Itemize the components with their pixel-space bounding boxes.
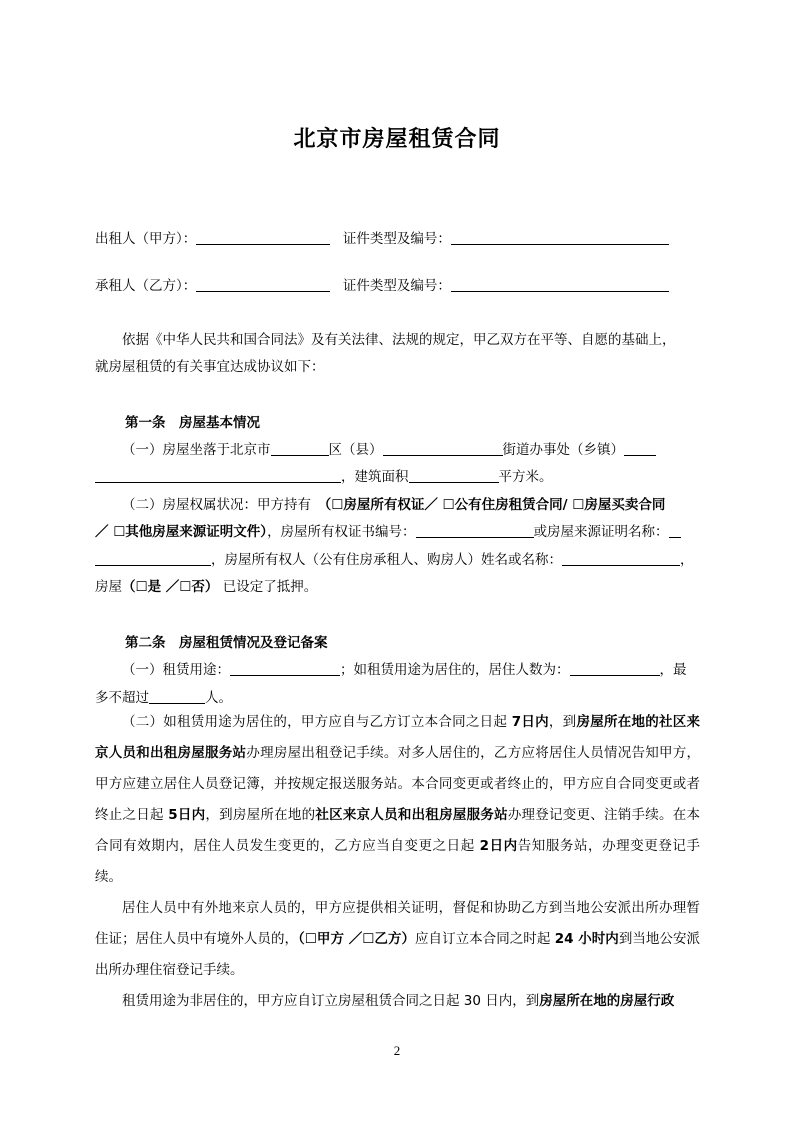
max-occupants-blank[interactable] xyxy=(149,689,205,704)
max-prefix: ，最 xyxy=(659,662,687,678)
source-doc-blank[interactable] xyxy=(669,523,681,538)
lessor-id-blank[interactable] xyxy=(451,230,669,245)
page-number: 2 xyxy=(393,1043,401,1058)
non-residential-paragraph xyxy=(95,986,700,1017)
district-blank[interactable] xyxy=(271,441,329,456)
floor-area-unit: 平方米。 xyxy=(498,469,553,485)
location-prefix: （一）房屋坐落于北京市 xyxy=(122,442,271,458)
text: 租赁用途为非居住的，甲方应自订立房屋租赁合同之日起 30 日内，到 xyxy=(122,993,540,1009)
address-blank[interactable] xyxy=(95,468,341,483)
text: 应自订立本合同之时起 xyxy=(415,931,555,947)
page-title: 北京市房屋租赁合同 xyxy=(293,126,501,152)
article2-heading: 第二条 房屋租赁情况及登记备案 xyxy=(125,635,328,651)
article2-body xyxy=(95,707,700,1017)
street-office-label: 街道办事处（乡镇） xyxy=(502,442,624,458)
source-doc-label: 或房屋来源证明名称： xyxy=(533,524,669,540)
registration-paragraph xyxy=(95,707,700,893)
certificate-no-blank[interactable] xyxy=(416,523,534,538)
text: 办理登记变更、注销手续。在本合同有效期内，居住人员发生变更的，乙方应当自变更之日起 xyxy=(95,807,701,854)
source-doc-blank-cont[interactable] xyxy=(95,551,211,566)
article1-heading: 第一条 房屋基本情况 xyxy=(125,415,260,431)
occupants-blank[interactable] xyxy=(570,661,660,676)
ownership-options-other[interactable]: ／ ☐其他房屋来源证明文件） xyxy=(95,524,268,540)
article1-s2-line2 xyxy=(95,522,681,542)
max-label: 多不超过 xyxy=(95,690,149,706)
deadline-2-days: 2日内 xyxy=(479,838,518,854)
lessor-name-blank[interactable] xyxy=(196,230,330,245)
mortgage-prefix: 房屋 xyxy=(95,579,122,595)
ownership-label: （二）房屋权属状况：甲方持有 xyxy=(122,497,325,513)
text: 居住人员中有外地来京人员的，甲方应提供相关证明，督促和协助乙方到当地公安派出所办理暂住证；居住人员中有境外人员的， xyxy=(95,900,700,947)
article2-s1-line1 xyxy=(122,660,687,680)
article1-s1-line2 xyxy=(95,467,553,487)
certificate-no-label: ，房屋所有权证书编号： xyxy=(267,524,416,540)
usage-blank[interactable] xyxy=(230,661,340,676)
lessee-label: 承租人（乙方）： xyxy=(95,278,197,294)
article2-s1-line2 xyxy=(95,688,232,708)
lessor-id-label: 证件类型及编号： xyxy=(342,231,451,247)
occupants-label: ；如租赁用途为居住的，居住人数为： xyxy=(340,662,570,678)
max-unit: 人。 xyxy=(205,690,232,706)
article1-s1-line1 xyxy=(122,440,656,460)
text: ，到房屋所在地的 xyxy=(205,807,316,823)
deadline-7-days: 7日内 xyxy=(511,714,549,730)
article1-s2-line1 xyxy=(122,495,665,515)
usage-label: （一）租赁用途： xyxy=(122,662,230,678)
service-station: 房屋所在地的社区来京人员和出租房屋服务站 xyxy=(95,714,700,761)
mortgage-suffix: 已设定了抵押。 xyxy=(218,579,318,595)
lessor-label: 出租人（甲方）： xyxy=(95,231,197,247)
text: （二）如租赁用途为居住的，甲方应自与乙方订立本合同之日起 xyxy=(122,714,512,730)
owner-name-blank[interactable] xyxy=(562,551,680,566)
housing-authority: 房屋所在地的房屋行政 xyxy=(539,993,675,1009)
comma: ， xyxy=(680,552,694,568)
town-blank[interactable] xyxy=(624,441,656,456)
text: ，到 xyxy=(548,714,577,730)
lessee-id-blank[interactable] xyxy=(451,277,669,292)
deadline-5-days: 5日内 xyxy=(168,807,206,823)
ownership-options[interactable]: （☐房屋所有权证／ ☐公有住房租赁合同/ ☐房屋买卖合同 xyxy=(324,497,666,513)
street-office-blank[interactable] xyxy=(383,441,503,456)
service-station: 社区来京人员和出租房屋服务站 xyxy=(315,807,508,823)
article1-s2-line4 xyxy=(95,577,317,597)
lessee-line xyxy=(95,276,669,296)
lessee-name-blank[interactable] xyxy=(196,277,330,292)
text: 到当地公安派出所办理住宿登记手续。 xyxy=(95,931,700,978)
foreign-resident-paragraph xyxy=(95,893,700,986)
text: 办理房屋出租登记手续。对多人居住的，乙方应将居住人员情况告知甲方，甲方应建立居住人员登记簿，并按规定报送服务站。本合同变更或者终止的，甲方应自合同变更或者终止之日起 xyxy=(95,745,701,823)
lessee-id-label: 证件类型及编号： xyxy=(342,278,451,294)
intro-line-2: 就房屋租赁的有关事宜达成协议如下： xyxy=(95,359,325,375)
lessor-line xyxy=(95,229,669,249)
mortgage-options[interactable]: （☐是 ／☐否） xyxy=(122,579,219,595)
text: 告知服务站，办理变更登记手续。 xyxy=(95,838,700,885)
floor-area-label: ，建筑面积 xyxy=(341,469,409,485)
owner-name-label: ，房屋所有权人（公有住房承租人、购房人）姓名或名称： xyxy=(211,552,562,568)
intro-line-1: 依据《中华人民共和国合同法》及有关法律、法规的规定，甲乙双方在平等、自愿的基础上， xyxy=(122,332,676,348)
party-options[interactable]: （☐甲方 ／☐乙方） xyxy=(298,931,416,947)
deadline-24-hours: 24 小时内 xyxy=(554,931,619,947)
article1-s2-line3 xyxy=(95,550,694,570)
district-label: 区（县） xyxy=(328,442,383,458)
floor-area-blank[interactable] xyxy=(409,468,499,483)
